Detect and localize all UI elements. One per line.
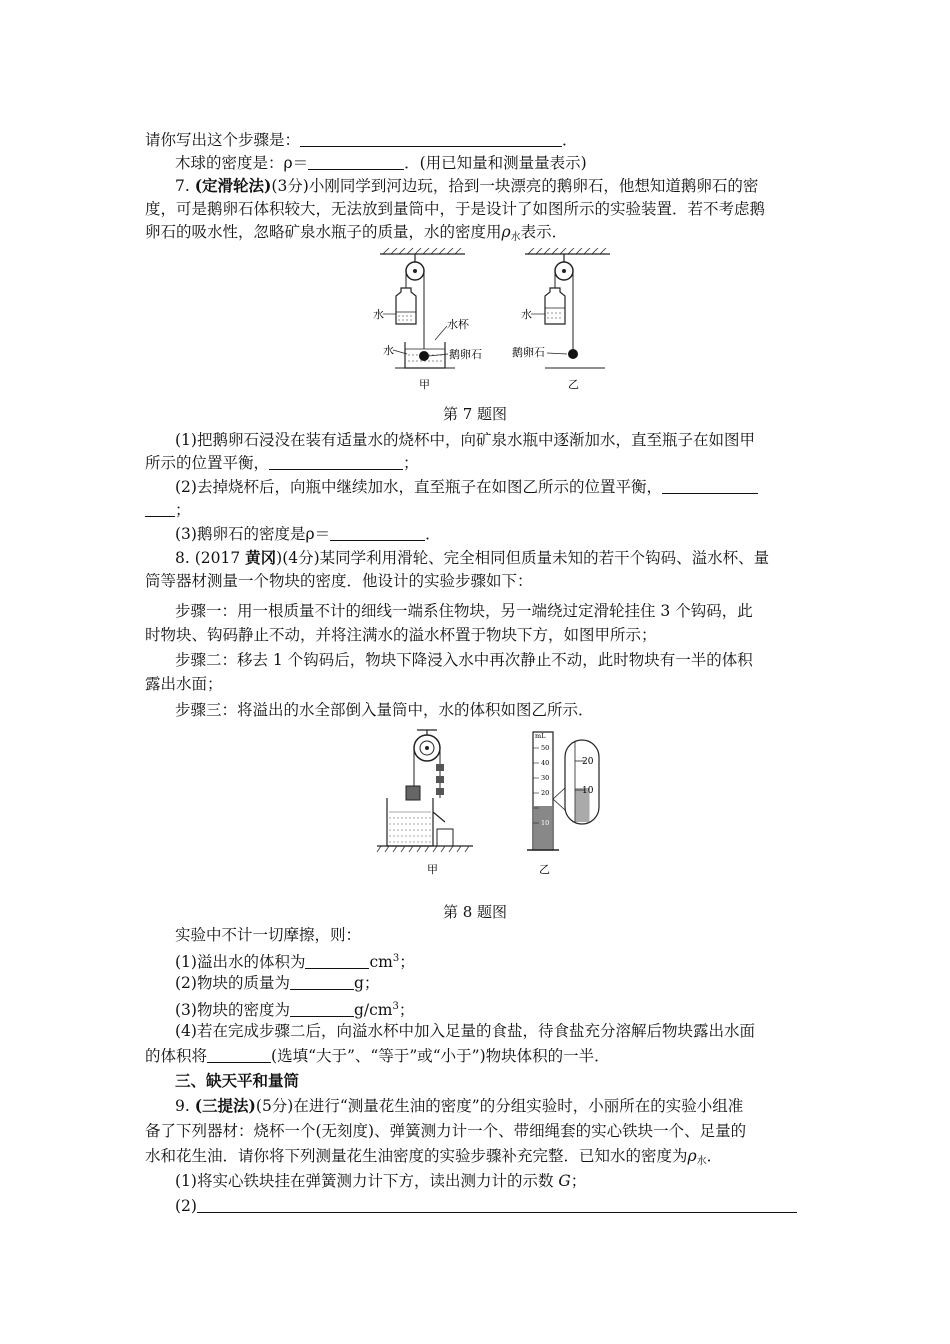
cylinder-water xyxy=(534,806,552,850)
q7-s2-line2: ； xyxy=(145,500,805,520)
label-jia: 甲 xyxy=(427,863,438,876)
q9-s2-line xyxy=(175,1196,835,1216)
q8-step1-line1 xyxy=(175,601,835,621)
q9-intro-line2 xyxy=(145,1121,805,1141)
q8-q4-line2 xyxy=(145,1046,805,1066)
label-yi: 乙 xyxy=(539,863,550,876)
q8-q3-line xyxy=(175,997,835,1020)
q7-intro-1: (3分)小刚同学到河边玩，拾到一块漂亮的鹅卵石，他想知道鹅卵石的密 xyxy=(271,177,759,195)
q8-step2-line1 xyxy=(175,650,835,670)
q9-s1-end: ； xyxy=(570,1172,587,1190)
q7-intro-3a: 卵石的吸水性，忽略矿泉水瓶子的质量，水的密度用 xyxy=(145,223,502,241)
stone-icon xyxy=(568,349,578,359)
bottle-icon xyxy=(396,288,416,324)
label-yi: 乙 xyxy=(568,378,579,391)
q8-q3c: ； xyxy=(398,1001,415,1019)
q7-intro-line3 xyxy=(145,222,805,248)
zoom-tick-label: 20 xyxy=(582,757,594,767)
q9-number: 9. xyxy=(175,1097,195,1115)
q8-q3a: (3)物块的密度为 xyxy=(175,1001,290,1019)
q8-q4a: (4)若在完成步骤二后，向溢水杯中加入足量的食盐，待食盐充分溶解后物块露出水面 xyxy=(175,1022,755,1040)
superscript: 3 xyxy=(392,953,400,964)
q8-q1a: (1)溢出水的体积为 xyxy=(175,953,306,971)
rho-subscript: 水 xyxy=(696,1156,707,1167)
answer-blank[interactable] xyxy=(308,154,404,170)
q8-place: 黄冈 xyxy=(245,548,277,567)
q8-intro-line1 xyxy=(175,548,835,568)
stone-icon xyxy=(419,351,429,361)
q8-intro-2: 筒等器材测量一个物块的密度．他设计的实验步骤如下： xyxy=(145,572,533,590)
unit-label: mL xyxy=(535,732,546,740)
small-cup-icon xyxy=(437,829,453,846)
q8-step1-line2 xyxy=(145,625,805,645)
tick-label: 10 xyxy=(541,819,550,827)
q9-s1: (1)将实心铁块挂在弹簧测力计下方，读出测力计的示数 xyxy=(175,1172,559,1190)
q8-step1b: 时物块、钩码静止不动，并将注满水的溢水杯置于物块下方，如图甲所示； xyxy=(145,626,657,644)
q9-intro-line3 xyxy=(145,1146,805,1172)
q8-step2b: 露出水面； xyxy=(145,675,223,693)
label-jia: 甲 xyxy=(419,378,430,391)
q8-intro-1: )(4分)某同学利用滑轮、完全相同但质量未知的若干个钩码、溢水杯、量 xyxy=(276,549,770,567)
q8-q2b: g； xyxy=(353,974,380,992)
q9-intro-3a: 水和花生油．请你将下列测量花生油密度的实验步骤补充完整．已知水的密度为 xyxy=(145,1147,688,1165)
tick-label: 20 xyxy=(541,789,550,797)
answer-blank[interactable] xyxy=(197,1197,797,1213)
rho-symbol: ρ xyxy=(687,1147,697,1165)
q7-s3: (3)鹅卵石的密度是ρ＝ xyxy=(175,525,331,543)
q8-q4-line1 xyxy=(175,1021,835,1041)
label-cup: 水杯 xyxy=(447,318,469,331)
q7-intro-line1 xyxy=(175,176,835,196)
q6-density-prefix: 木球的密度是：ρ＝ xyxy=(175,154,309,172)
q8-note: 实验中不计一切摩擦，则： xyxy=(175,926,362,944)
figure-8-caption: 第 8 题图 xyxy=(442,903,508,921)
q8-q4c: (选填“大于”、“等于”或“小于”)物块体积的一半． xyxy=(271,1047,610,1065)
q7-s1b: 所示的位置平衡， xyxy=(145,454,270,472)
answer-blank[interactable] xyxy=(305,953,369,969)
q7-s1-line2: 所示的位置平衡， ； xyxy=(145,454,419,472)
q7-intro-line2 xyxy=(145,199,805,219)
q9-s1-line xyxy=(175,1171,835,1191)
tick-label: 30 xyxy=(541,774,550,782)
figure-7-caption: 第 7 题图 xyxy=(442,405,508,423)
q8-q4b: 的体积将 xyxy=(145,1047,208,1065)
q8-q1c: ； xyxy=(399,953,415,971)
q8-q2a: (2)物块的质量为 xyxy=(175,974,290,992)
superscript: 3 xyxy=(392,1001,399,1012)
q6-density-line xyxy=(175,153,835,173)
rho-symbol: ρ xyxy=(501,223,511,241)
q8-step2-line2 xyxy=(145,674,805,694)
hook-weight xyxy=(436,764,444,771)
q7-number: 7. xyxy=(175,177,195,195)
q8-intro-line2 xyxy=(145,571,805,591)
hook-weight xyxy=(436,776,444,783)
answer-blank[interactable] xyxy=(300,131,562,147)
q7-s2a: (2)去掉烧杯后，向瓶中继续加水，直至瓶子在如图乙所示的位置平衡， xyxy=(175,478,662,496)
bottle-icon xyxy=(545,288,565,324)
tick-label: 40 xyxy=(541,759,550,767)
q8-q3b: g/cm xyxy=(353,1001,393,1019)
q9-intro-2: 备了下列器材：烧杯一个(无刻度)、弹簧测力计一个、带细绳套的实心铁块一个、足量的 xyxy=(145,1122,747,1140)
q7-s1a: (1)把鹅卵石浸没在装有适量水的烧杯中，向矿泉水瓶中逐渐加水，直至瓶子在如图甲 xyxy=(175,431,755,449)
tick-label: 50 xyxy=(541,744,550,752)
rho-subscript: 水 xyxy=(510,232,521,243)
q8-q2-line xyxy=(175,973,835,993)
q6-density-suffix: ．(用已知量和测量量表示) xyxy=(404,154,587,172)
answer-blank[interactable] xyxy=(207,1047,271,1063)
q7-intro-2: 度，可是鹅卵石体积较大，无法放到量筒中，于是设计了如图所示的实验装置．若不考虑鹅 xyxy=(145,200,766,218)
label-stone-right: 鹅卵石 xyxy=(512,346,545,359)
q8-step2a: 步骤二：移去 1 个钩码后，物块下降浸入水中再次静止不动，此时物块有一半的体积 xyxy=(175,651,753,669)
q6-step-line: 请你写出这个步骤是： ． xyxy=(145,131,578,149)
q8-q1b: cm xyxy=(369,953,393,971)
answer-blank[interactable] xyxy=(662,478,758,494)
label-water-2: 水 xyxy=(383,344,394,357)
q9-intro-3b: ． xyxy=(706,1147,723,1165)
overflow-cup-icon xyxy=(387,798,433,846)
q7-s1-line1 xyxy=(175,430,835,450)
hook-weight xyxy=(436,788,444,795)
q8-q1-line xyxy=(175,949,835,972)
q8-step3-line xyxy=(175,700,835,720)
figure-8 xyxy=(375,726,615,878)
figure-7 xyxy=(365,246,615,392)
answer-blank[interactable] xyxy=(269,454,403,470)
answer-blank[interactable] xyxy=(330,525,425,541)
answer-blank[interactable] xyxy=(145,501,175,517)
section-heading: 三、缺天平和量筒 xyxy=(175,1071,300,1090)
q7-method: (定滑轮法) xyxy=(194,176,272,195)
q7-s3-line: (3)鹅卵石的密度是ρ＝ ． xyxy=(175,525,441,543)
q6-step-prompt: 请你写出这个步骤是： xyxy=(145,131,301,149)
q8-number: 8. (2017 xyxy=(175,549,246,567)
q7-intro-3b: 表示． xyxy=(520,223,568,241)
q9-intro-line1 xyxy=(175,1096,835,1116)
label-water-right: 水 xyxy=(521,308,532,321)
q8-note-line xyxy=(175,925,835,945)
q9-method: (三提法) xyxy=(194,1096,256,1115)
answer-blank[interactable] xyxy=(290,974,354,990)
q7-s2-line1 xyxy=(175,477,835,497)
zoom-tick-label: 10 xyxy=(582,786,594,796)
label-stone: 鹅卵石 xyxy=(449,348,482,361)
block-icon xyxy=(406,786,420,800)
q9-s2: (2) xyxy=(175,1197,197,1215)
label-water: 水 xyxy=(373,308,384,321)
answer-blank[interactable] xyxy=(290,1001,354,1017)
q8-step3: 步骤三：将溢出的水全部倒入量筒中，水的体积如图乙所示． xyxy=(175,701,594,719)
q8-step1a: 步骤一：用一根质量不计的细线一端系住物块，另一端绕过定滑轮挂住 3 个钩码，此 xyxy=(175,602,753,620)
variable-g: G xyxy=(558,1172,571,1190)
q9-intro-1: (5分)在进行“测量花生油的密度”的分组实验时，小丽所在的实验小组准 xyxy=(255,1097,744,1115)
